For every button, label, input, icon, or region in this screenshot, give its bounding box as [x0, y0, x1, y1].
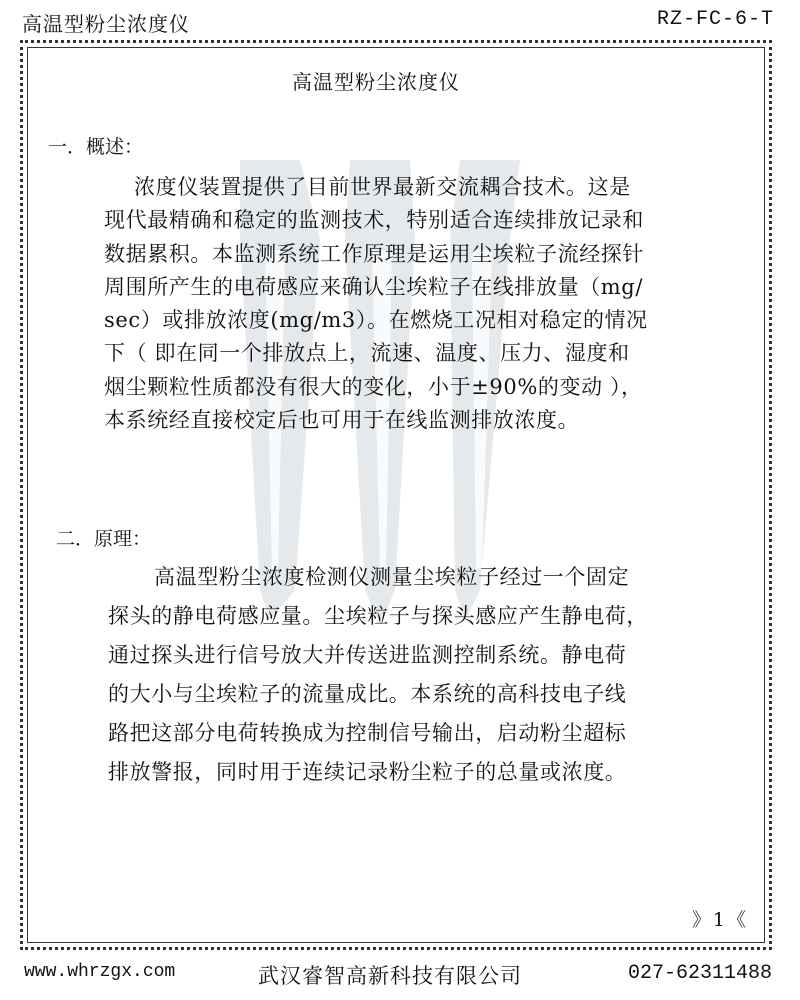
paragraph-line: 下（ 即在同一个排放点上，流速、温度、压力、湿度和	[104, 341, 630, 366]
header-left-title: 高温型粉尘浓度仪	[22, 12, 190, 36]
paragraph-line: 数据累积。本监测系统工作原理是运用尘埃粒子流经探针	[104, 241, 644, 266]
page-number: 》1《	[691, 909, 748, 931]
footer-website: www.whrzgx.com	[24, 962, 176, 982]
paragraph-line: 的大小与尘埃粒子的流量成比。本系统的高科技电子线	[108, 682, 627, 706]
paragraph-line: 周围所产生的电荷感应来确认尘埃粒子在线排放量（mg/	[104, 274, 644, 299]
footer-company-name: 武汉睿智高新科技有限公司	[258, 964, 522, 988]
paragraph-line: 本系统经直接校定后也可用于在线监测排放浓度。	[104, 408, 580, 433]
principle-paragraph	[108, 558, 758, 792]
section-heading-principle: 二．原理：	[56, 528, 152, 550]
paragraph-line: 路把这部分电荷转换成为控制信号输出，启动粉尘超标	[108, 721, 627, 745]
overview-paragraph	[104, 171, 754, 437]
paragraph-line: 探头的静电荷感应量。尘埃粒子与探头感应产生静电荷，	[108, 604, 648, 628]
paragraph-line: sec）或排放浓度(mg/m3）。在燃烧工况相对稳定的情况	[104, 308, 648, 333]
paragraph-line: 现代最精确和稳定的监测技术，特别适合连续排放记录和	[104, 208, 644, 233]
paragraph-line: 通过探头进行信号放大并传送进监测控制系统。静电荷	[108, 643, 627, 667]
header-model-code: RZ-FC-6-T	[656, 8, 774, 31]
document-title: 高温型粉尘浓度仪	[292, 70, 460, 94]
footer-phone: 027-62311488	[627, 962, 772, 985]
paragraph-line: 排放警报，同时用于连续记录粉尘粒子的总量或浓度。	[108, 760, 627, 784]
paragraph-line: 高温型粉尘浓度检测仪测量尘埃粒子经过一个固定	[154, 565, 630, 589]
section-heading-overview: 一．概述：	[48, 136, 144, 158]
paragraph-line: 浓度仪装置提供了目前世界最新交流耦合技术。这是	[134, 175, 631, 199]
paragraph-line: 烟尘颗粒性质都没有很大的变化，小于±90%的变动 ），	[104, 374, 643, 399]
